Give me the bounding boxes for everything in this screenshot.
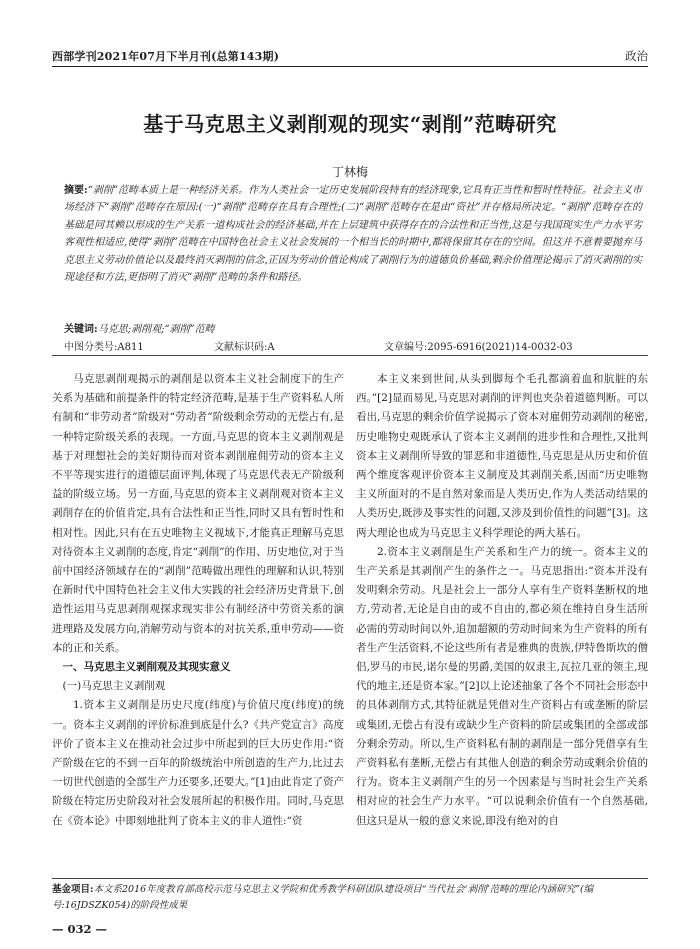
document-code: 文献标识码:A <box>214 342 275 353</box>
header-rule <box>52 66 648 67</box>
body-paragraph: 2.资本主义剥削是生产关系和生产力的统一。资本主义的生产关系是其剥削产生的条件之一。马克思指出:“资本并没有发明剩余劳动。凡是社会上一部分人享有生产资料垄断权的地方,劳动者,无论是自由的或不自由的,都必须在维持自身生活所必需的劳动时间以外,追加超额的劳动时间来为生产资料的所有者生产生活资料,不论这些所有者是雅典的贵族,伊特鲁斯坎的僧侣,罗马的市民,诺尔曼的男爵,美国的奴隶主,瓦拉几亚的领主,现代的地主,还是资本家。”[2]以上论述抽象了各个不同社会形态中的具体剥削方式,其特征就是凭借对生产资料占有或垄断的阶层或集团,无偿占有没有或缺少生产资料的阶层或集团的全部或部分剩余劳动。所以,生产资料私有制的剥削是一部分凭借享有生产资料私有垄断,无偿占有其他人创造的剩余劳动或剩余价值的行为。资本主义剥削产生的另一个因素是与当时社会生产关系相对应的社会生产力水平。“可以说剩余价值有一个自然基础,但这只是从一般的意义来说,即没有绝对的自 <box>356 545 648 827</box>
article-meta <box>64 338 642 353</box>
meta-rule <box>52 355 648 356</box>
keywords-label: 关键词: <box>64 324 98 335</box>
article-number: 文章编号:2095-6916(2021)14-0032-03 <box>384 342 573 353</box>
article-author: 丁林梅 <box>331 165 368 179</box>
right-column <box>356 370 648 831</box>
section-label: 政治 <box>625 49 648 63</box>
abstract-text: “剥削”范畴本质上是一种经济关系。作为人类社会一定历史发展阶段特有的经济现象,它具有正当性和暂时性特征。社会主义市场经济下“剥削”范畴存在原因:(一)“剥削”范畴存在具有合理性;(二)“剥削”范畴存在是由“资社”并存格局所决定。“剥削”范畴存在的基础是同其赖以形成的生产关系一道构成社会的经济基础,并在上层建筑中获得存在的合法性和正当性,这是与我国现实生产力水平劣客观性相适应,使得“剥削”范畴在中国特色社会主义社会发展的一个相当长的时期中,都将保留其存在的空间。但这并不意着要抛弃马克思主义劳动价值论以及最终消灭剥削的信念,正因为劳动价值论构成了剥削行为的道德负价基础,剩余价值理论揭示了消灭剥削的实现途径和方法,更指明了消灭“剥削”范畴的条件和路径。 <box>64 185 642 284</box>
footnote-rule <box>52 878 648 879</box>
journal-issue: 西部学刊2021年07月下半月刊(总第143期) <box>52 50 280 63</box>
running-header <box>52 46 648 64</box>
page-number: — 032 — <box>52 922 108 936</box>
abstract-label: 摘要: <box>64 185 88 196</box>
left-column <box>52 370 344 831</box>
funding-label: 基金项目: <box>52 884 94 895</box>
clc-number: 中图分类号:A811 <box>64 342 144 353</box>
body-paragraph: 马克思剥削观揭示的剥削是以资本主义社会制度下的生产关系为基础和前提条件的特定经济范畴,是基于生产资料私人所有制和“非劳动者”阶级对“劳动者”阶级剩余劳动的无偿占有,是一种特定阶级关系的表现。一方面,马克思的资本主义剥削观是基于对理想社会的美好期待而对资本剥削雇佣劳动的资本主义不平等现实进行的道德层面评判,体现了马克思代表无产阶级利益的阶级立场。另一方面,马克思的资本主义剥削观对资本主义剥削存在的价值肯定,具有合法性和正当性,同时又具有暂时性和相对性。因此,只有在五史唯物主义视域下,才能真正理解马克思对待资本主义剥削的态度,肯定“剥削”的作用、历史地位,对于当前中国经济领域存在的“剥削”范畴做出理性的理解和认识,特别在新时代中国特色社会主义伟大实践的社会经济历史背景下,创造性运用马克思剥削观探求现实非公有制经济中劳资关系的演进理路及发展方向,消解劳动与资本的对抗关系,重申劳动——资本的正和关系。 <box>52 373 344 654</box>
body-paragraph: 本主义来到世间,从头到脚每个毛孔都滴着血和肮脏的东西。”[2]显而易见,马克思对剥削的评判也夹杂着道德判断。可以看出,马克思的剩余价值学说揭示了资本对雇佣劳动剥削的秘密,历史唯物史观既承认了资本主义剥削的进步性和合理性,又批判资本主义剥削所导致的罪恶和非道德性,马克思是从历史和价值两个维度客观评价资本主义制度及其剥削关系,因而“历史唯物主义所面对的不是自然对象而是人类历史,作为人类活动结果的人类历史,既涉及事实性的问题,又涉及到价值性的问题”[3]。这两大理论也成为马克思主义科学理论的两大基石。 <box>356 373 648 539</box>
keywords <box>64 320 642 335</box>
abstract <box>64 182 642 286</box>
article-title: 基于马克思主义剥削观的现实“剥削”范畴研究 <box>143 112 557 136</box>
funding-note <box>52 882 648 914</box>
funding-text: 本文系2016年度教育部高校示范马克思主义学院和优秀教学科研团队建设项目“当代社会‘剥削’范畴的理论内涵研究”(编号:16JDSZK054)的阶段性成果 <box>52 884 594 911</box>
keywords-text: 马克思;剥削观;“剥削”范畴 <box>97 324 215 335</box>
section-heading: 一、马克思主义剥削观及其现实意义 <box>62 661 231 674</box>
body-paragraph: 1.资本主义剥削是历史尺度(纬度)与价值尺度(纬度)的统一。资本主义剥削的评价标准到底是什么?《共产党宣言》高度评价了资本主义在推动社会过步中所起到的巨大历史作用:“资产阶级在它的不到一百年的阶级统治中所创造的生产力,比过去一切世代创造的全部生产力还要多,还要大。”[1]由此肯定了资产阶级在特定历史阶段对社会发展所起的积极作用。同时,马克思在《资本论》中即刻地批判了资本主义的非人道性:“资 <box>52 699 344 827</box>
subsection-heading: (一)马克思主义剥削观 <box>62 680 166 693</box>
